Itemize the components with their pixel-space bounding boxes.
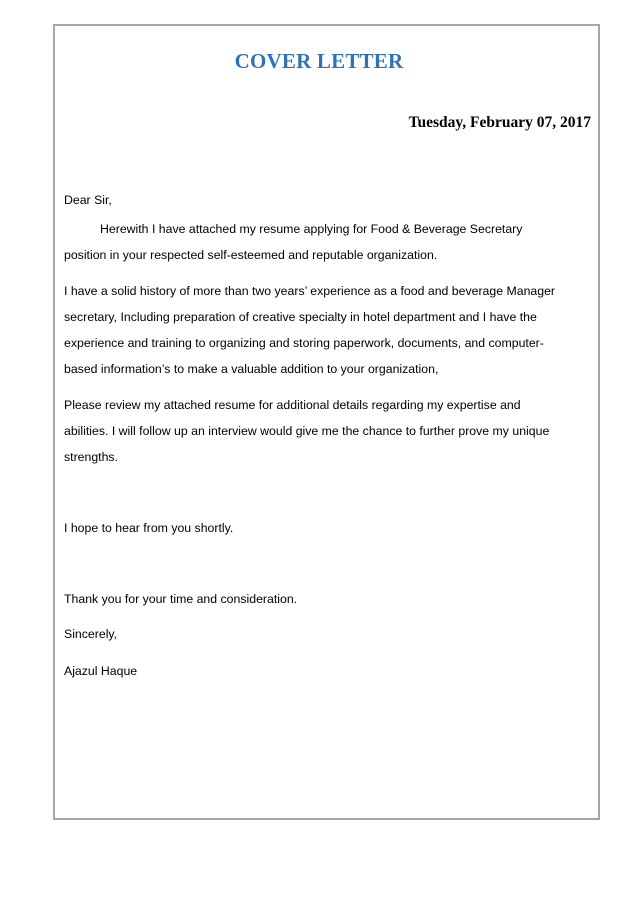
paragraph-line: based information’s to make a valuable addition to your organization, [64,362,439,376]
paragraph-line: abilities. I will follow up an interview would give me the chance to further prove my unique [64,424,550,438]
paragraph-line: Please review my attached resume for additional details regarding my expertise and [64,398,521,412]
signature-name: Ajazul Haque [64,664,138,678]
paragraph-line: position in your respected self-esteemed and reputable organization. [64,248,438,262]
paragraph-experience [64,278,594,382]
closing: Sincerely, [64,627,118,641]
paragraph-intro [64,216,594,268]
paragraph-review [64,392,594,470]
thanks-line: Thank you for your time and consideration. [64,592,298,606]
salutation: Dear Sir, [64,193,112,207]
paragraph-line: Herewith I have attached my resume applying for Food & Beverage Secretary [100,222,523,236]
letter-title: COVER LETTER [234,49,404,73]
hope-line: I hope to hear from you shortly. [64,521,234,535]
paragraph-line: strengths. [64,450,118,464]
letter-date: Tuesday, February 07, 2017 [408,114,591,131]
paragraph-line: experience and training to organizing and storing paperwork, documents, and computer- [64,336,544,350]
paragraph-line: I have a solid history of more than two years’ experience as a food and beverage Manager [64,284,556,298]
paragraph-line: secretary, Including preparation of creative specialty in hotel department and I have the [64,310,537,324]
